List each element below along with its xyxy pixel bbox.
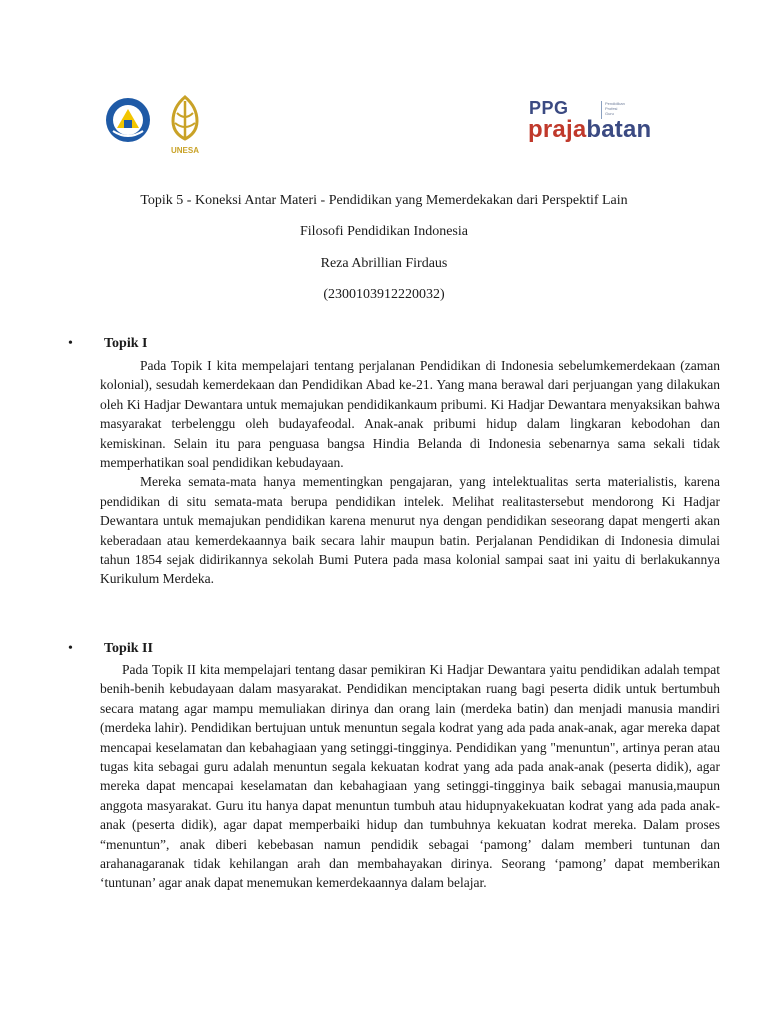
section-heading: Topik II [104, 641, 153, 656]
section-body [100, 660, 720, 893]
document-subtitle: Filosofi Pendidikan Indonesia [300, 224, 468, 239]
paragraph: Pada Topik I kita mempelajari tentang perjalanan Pendidikan di Indonesia sebelumkemerdekaan (zaman kolonial), sesudah kemerdekaan dan Pendidikan Abad ke-21. Yang mana berawal dari perjuangan yang dilakukan oleh Ki Hadjar Dewantara untuk memajukan pendidikankaum pribumi. Ki Hadjar Dewantara menyaksikan bahwa masyarakat terbelenggu oleh budayafeodal. Anak-anak pribumi hidup dalam lingkaran kebodohan dan kemiskinan. Selain itu para penguasa bangsa Hindia Belanda di Indonesia sebenarnya sama sekali tidak memperhatikan soal pendidikan kebudayaan. [100, 358, 720, 471]
ppg-small-text: Pendidikan Profesi Guru [605, 101, 625, 116]
paragraph: Mereka semata-mata hanya mementingkan pengajaran, yang intelektualitas serta materialistis, karena pendidikan di situ semata-mata berupa pendidikan intelek. Melihat realitastersebut mendorong Ki Hadjar Dewantara untuk memajukan pendidikan karena menurut nya dengan pendidikan seseorang dapat mengerti akan keberadaan atau kemerdekaannya baik secara lahir maupun batin. Perjalanan Pendidikan di Indonesia dimulai tahun 1854 sejak didirikannya sekolah Bumi Putera pada masa kolonial sampai saat ini yaitu di berlakukannya Kurikulum Merdeka. [100, 474, 720, 587]
unesa-label: UNESA [170, 146, 200, 155]
ppg-label: PPG [529, 98, 569, 118]
author-name: Reza Abrillian Firdaus [320, 256, 448, 271]
section-body [100, 356, 720, 589]
prajabatan-label: prajabatan [528, 116, 652, 143]
unesa-logo-icon [171, 97, 199, 155]
paragraph: Pada Topik II kita mempelajari tentang dasar pemikiran Ki Hadjar Dewantara yaitu pendidikan adalah tempat benih-benih kebudayaan dalam masyarakat. Pendidikan menciptakan ruang bagi peserta didik untuk bertumbuh secara matang agar mampu memuliakan dirinya dan orang lain (merdeka batin) dan menjadi manusia mandiri (merdeka lahir). Pendidikan bertujuan untuk menuntun segala kodrat yang ada pada anak-anak, agar mereka dapat mencapai keselamatan dan kebahagiaan yang setinggi-tingginya. Pendidikan yang "menuntun", artinya peran atau tugas kita sebagai guru adalah menuntun segala kekuatan kodrat yang ada pada anak-anak (peserta didik), agar mereka dapat mencapai keselamatan dan kebahagiaan yang setinggi-tingginya baik sebagai manusia,maupun anggota masyarakat. Guru itu hanya dapat menuntun tumbuh atau hidupnyakekuatan kodrat yang ada pada anak-anak (peserta didik), agar dapat memperbaiki hidup dan tumbuhnya kekuatan kodrat mereka. Dalam proses “menuntun”, anak diberi kebebasan namun pendidik sebagai ‘pamong’ dalam memberi tuntunan dan arahanagaranak tidak kehilangan arah dan membahayakan dirinya. Seorang ‘pamong’ dapat memberikan ‘tuntunan’ agar anak dapat menemukan kemerdekaannya dalam belajar. [100, 662, 720, 891]
author-id: (2300103912220032) [323, 287, 445, 302]
bullet-icon: • [68, 336, 73, 351]
institution-logos [105, 93, 217, 159]
bullet-icon: • [68, 641, 73, 656]
document-title: Topik 5 - Koneksi Antar Materi - Pendidikan yang Memerdekakan dari Perspektif Lain [140, 193, 628, 208]
kemendikbud-logo-icon [106, 98, 150, 142]
section-heading: Topik I [104, 336, 148, 351]
